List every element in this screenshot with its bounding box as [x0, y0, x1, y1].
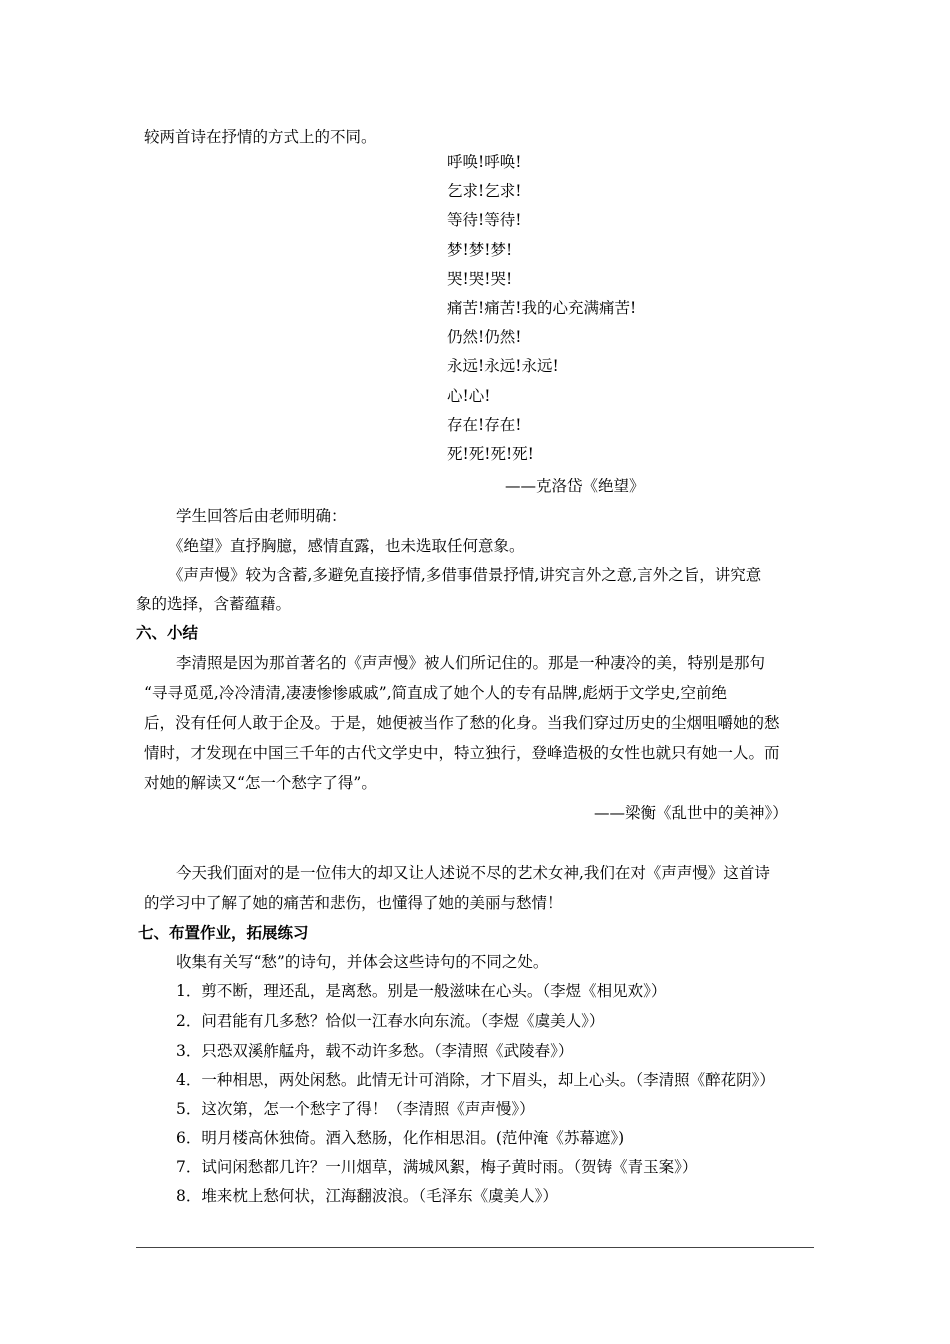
homework-item: 6．明月楼高休独倚。酒入愁肠，化作相思泪。(范仲淹《苏幕遮》): [176, 1129, 625, 1147]
homework-item: 7．试问闲愁都几许？一川烟草，满城风絮，梅子黄时雨。（贺铸《青玉案》）: [176, 1158, 698, 1176]
summary-line-1: 李清照是因为那首著名的《声声慢》被人们所记住的。那是一种凄冷的美，特别是那句: [176, 654, 766, 672]
homework-item: 1．剪不断，理还乱，是离愁。别是一般滋味在心头。（李煜《相见欢》）: [176, 982, 667, 1000]
poem-line: 心!心!: [447, 386, 491, 405]
poem-line: 梦!梦!梦!: [447, 240, 513, 259]
poem-line: 等待!等待!: [447, 211, 522, 230]
answer-lead: 学生回答后由老师明确：: [176, 507, 347, 525]
footer-rule: [136, 1247, 814, 1248]
poem-line: 仍然!仍然!: [447, 328, 522, 347]
answer-line-1: 《绝望》直抒胸臆，感情直露，也未选取任何意象。: [168, 537, 525, 555]
answer-line-2b: 象的选择，含蓄蕴藉。: [136, 595, 292, 613]
homework-instruction: 收集有关写“愁”的诗句，并体会这些诗句的不同之处。: [176, 953, 549, 971]
poem-line: 乞求!乞求!: [447, 182, 522, 201]
answer-line-2a: 《声声慢》较为含蓄,多避免直接抒情,多借事借景抒情,讲究言外之意,言外之旨，讲究意: [168, 566, 762, 584]
intro-line: 较两首诗在抒情的方式上的不同。: [144, 128, 377, 146]
section-7-heading: 七、布置作业，拓展练习: [138, 924, 309, 942]
poem-line: 呼唤!呼唤!: [447, 153, 522, 171]
poem-block: [447, 152, 636, 473]
homework-item: 2．问君能有几多愁？恰似一江春水向东流。（李煜《虞美人》）: [176, 1012, 605, 1030]
summary-line-2: “寻寻觅觅,冷冷清清,凄凄惨惨戚戚”,简直成了她个人的专有品牌,彪炳于文学史,空前绝: [144, 684, 727, 702]
homework-item: 4．一种相思，两处闲愁。此情无计可消除，才下眉头，却上心头。（李清照《醉花阴》）: [176, 1071, 775, 1089]
poem-line: 哭!哭!哭!: [447, 269, 513, 288]
poem-line: 永远!永远!永远!: [447, 357, 559, 376]
homework-item: 5．这次第，怎一个愁字了得！（李清照《声声慢》）: [176, 1100, 535, 1118]
poem-line: 存在!存在!: [447, 415, 522, 434]
summary-line-3: 后，没有任何人敢于企及。于是，她便被当作了愁的化身。当我们穿过历史的尘烟咀嚼她的愁: [144, 714, 780, 732]
homework-item: 8．堆来枕上愁何状，江海翻波浪。（毛泽东《虞美人》）: [176, 1187, 558, 1205]
summary-attribution: ——梁衡《乱世中的美神》）: [594, 804, 788, 822]
summary-line-4: 情时，才发现在中国三千年的古代文学史中，特立独行，登峰造极的女性也就只有她一人。而: [144, 744, 780, 762]
closing-line-1: 今天我们面对的是一位伟大的却又让人述说不尽的艺术女神,我们在对《声声慢》这首诗: [176, 864, 770, 882]
poem-line: 痛苦!痛苦!我的心充满痛苦!: [447, 298, 637, 317]
poem-line: 死!死!死!死!: [447, 444, 534, 463]
section-6-heading: 六、小结: [136, 624, 199, 642]
closing-line-2: 的学习中了解了她的痛苦和悲伤，也懂得了她的美丽与愁情！: [144, 894, 563, 912]
homework-item: 3．只恐双溪舴艋舟，载不动许多愁。（李清照《武陵春》）: [176, 1042, 574, 1060]
summary-line-5: 对她的解读又“怎一个愁字了得”。: [144, 774, 377, 792]
poem-attribution: ——克洛岱《绝望》: [505, 477, 645, 495]
